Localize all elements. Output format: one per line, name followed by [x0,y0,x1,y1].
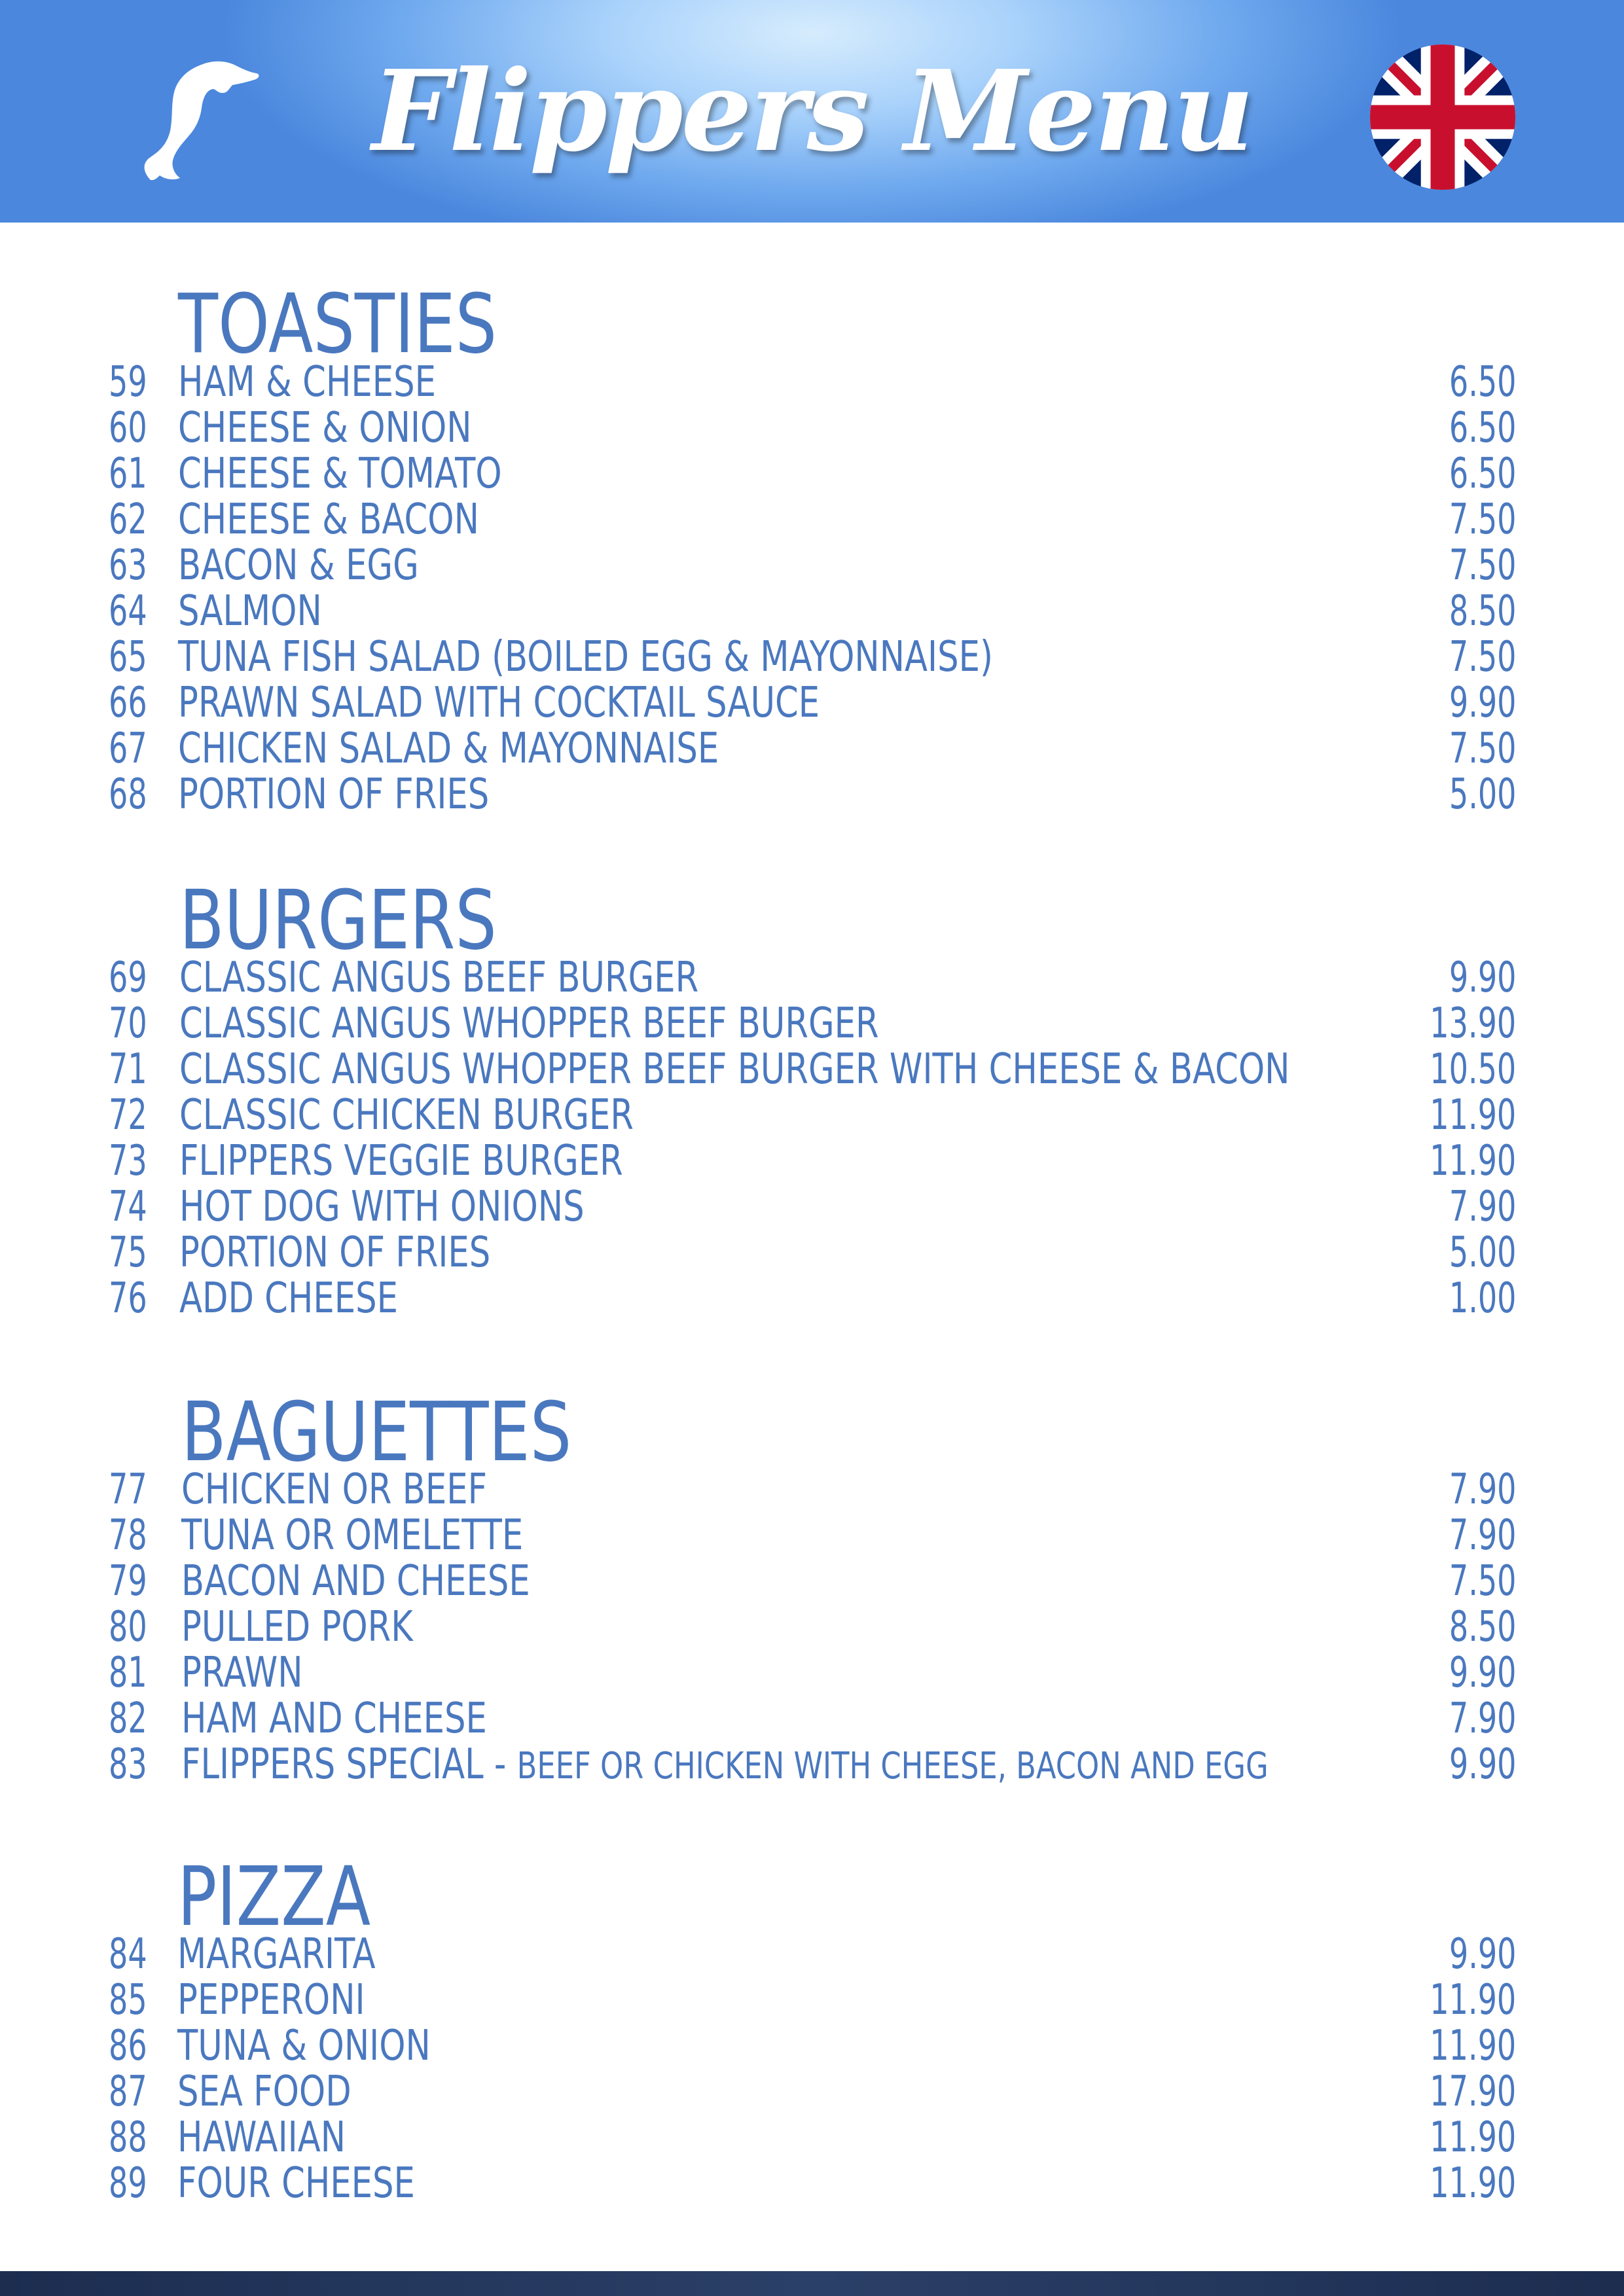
item-number: 64 [109,587,147,636]
page-title: Flippers Menu [372,46,1252,177]
item-number: 59 [109,358,147,406]
item-name: TUNA FISH SALAD (BOILED EGG & MAYONNAISE) [178,633,993,681]
item-name: BACON AND CHEESE [181,1557,530,1605]
menu-item-row [0,1977,1624,2023]
menu-item-row [0,543,1624,588]
footer-bar [0,2271,1624,2296]
item-number: 61 [109,450,147,498]
item-number: 62 [109,495,147,544]
menu-item-row [0,1276,1624,1321]
item-name: HOT DOG WITH ONIONS [179,1183,585,1231]
item-price: 5.00 [1449,1229,1516,1277]
menu-item-row [0,2069,1624,2115]
item-price: 7.90 [1449,1511,1516,1560]
menu-item-row [0,1092,1624,1138]
item-price: 8.50 [1449,1603,1516,1651]
item-price: 6.50 [1449,450,1516,498]
menu-item-row [0,2023,1624,2069]
item-number: 88 [109,2113,147,2162]
item-name: CLASSIC ANGUS WHOPPER BEEF BURGER [179,999,879,1048]
item-name: SALMON [178,587,322,636]
item-number: 65 [109,633,147,681]
menu-item-row [0,1047,1624,1092]
item-price: 11.90 [1430,2113,1516,2162]
item-number: 60 [109,404,147,452]
item-name: CHEESE & BACON [178,495,479,544]
item-number: 82 [109,1695,147,1743]
item-price: 7.50 [1449,633,1516,681]
item-price: 17.90 [1430,2068,1516,2116]
item-name: SEA FOOD [177,2068,352,2116]
item-number: 67 [109,725,147,773]
menu-item-row [0,1604,1624,1650]
item-name: CHEESE & ONION [178,404,472,452]
menu-item-row [0,405,1624,451]
item-name: MARGARITA [177,1930,376,1979]
menu-item-row [0,451,1624,497]
header-banner [0,0,1624,223]
item-number: 69 [109,954,147,1002]
menu-item-row [0,1001,1624,1047]
item-number: 84 [109,1930,147,1979]
item-price: 7.90 [1449,1465,1516,1514]
item-name: PEPPERONI [177,1976,365,2024]
item-number: 68 [109,770,147,819]
item-name: PORTION OF FRIES [178,770,490,819]
item-name: PRAWN [181,1649,303,1697]
item-name: FOUR CHEESE [177,2159,415,2208]
item-price: 7.50 [1449,495,1516,544]
section-title-pizza: PIZZA [177,1850,371,1945]
item-name: HAM & CHEESE [178,358,436,406]
menu-item-row [0,772,1624,817]
item-number: 77 [109,1465,147,1514]
menu-item-row [0,2115,1624,2161]
menu-item-row [0,2161,1624,2206]
item-number: 89 [109,2159,147,2208]
menu-item-row [0,1467,1624,1513]
item-price: 7.50 [1449,725,1516,773]
item-name: HAWAIIAN [177,2113,346,2162]
menu-item-row [0,588,1624,634]
item-name: CHICKEN OR BEEF [181,1465,488,1514]
item-name: CLASSIC CHICKEN BURGER [179,1091,634,1139]
item-number: 86 [109,2022,147,2070]
item-price: 8.50 [1449,587,1516,636]
item-number: 73 [109,1137,147,1185]
item-name: CLASSIC ANGUS WHOPPER BEEF BURGER WITH CHEESE & BACON [179,1045,1290,1094]
item-number: 78 [109,1511,147,1560]
item-number: 63 [109,541,147,590]
item-price: 11.90 [1430,2159,1516,2208]
menu-item-row [0,1696,1624,1742]
item-number: 66 [109,679,147,727]
item-price: 11.90 [1430,1091,1516,1139]
item-number: 76 [109,1274,147,1323]
item-price: 11.90 [1430,1137,1516,1185]
item-name [181,1742,1269,1789]
section-title-toasties: TOASTIES [178,277,497,372]
item-price: 9.90 [1449,954,1516,1002]
item-name: PRAWN SALAD WITH COCKTAIL SAUCE [178,679,820,727]
menu-item-row [0,1650,1624,1696]
item-number: 87 [109,2068,147,2116]
item-name: TUNA & ONION [177,2022,431,2070]
menu-item-row [0,1230,1624,1276]
item-number: 72 [109,1091,147,1139]
item-price: 11.90 [1430,1976,1516,2024]
item-price: 6.50 [1449,404,1516,452]
item-price: 7.90 [1449,1695,1516,1743]
item-price: 9.90 [1449,1930,1516,1979]
menu-item-row [0,359,1624,405]
item-name: BACON & EGG [178,541,419,590]
item-price: 6.50 [1449,358,1516,406]
item-name-main: FLIPPERS SPECIAL - [181,1740,517,1789]
menu-item-row [0,1742,1624,1787]
menu-item-row [0,1513,1624,1558]
item-price: 9.90 [1449,1740,1516,1789]
item-name: FLIPPERS VEGGIE BURGER [179,1137,623,1185]
menu-item-row [0,1931,1624,1977]
menu-item-row [0,1184,1624,1230]
item-number: 80 [109,1603,147,1651]
menu-item-row [0,1138,1624,1184]
item-name: CHICKEN SALAD & MAYONNAISE [178,725,719,773]
item-name: HAM AND CHEESE [181,1695,487,1743]
item-number: 85 [109,1976,147,2024]
item-name: TUNA OR OMELETTE [181,1511,524,1560]
item-price: 9.90 [1449,1649,1516,1697]
menu-item-row [0,680,1624,726]
item-number: 75 [109,1229,147,1277]
menu-item-row [0,634,1624,680]
item-price: 7.90 [1449,1183,1516,1231]
menu-item-row [0,726,1624,772]
item-name: CLASSIC ANGUS BEEF BURGER [179,954,699,1002]
item-name: PULLED PORK [181,1603,413,1651]
item-price: 9.90 [1449,679,1516,727]
item-price: 7.50 [1449,1557,1516,1605]
item-number: 79 [109,1557,147,1605]
item-price: 1.00 [1449,1274,1516,1323]
section-title-baguettes: BAGUETTES [181,1385,572,1480]
item-number: 74 [109,1183,147,1231]
item-description: BEEF OR CHICKEN WITH CHEESE, BACON AND EGG [516,1745,1269,1787]
item-number: 83 [109,1740,147,1789]
item-name: PORTION OF FRIES [179,1229,491,1277]
union-jack-flag-icon[interactable] [1370,45,1515,190]
section-title-burgers: BURGERS [179,873,497,968]
item-number: 70 [109,999,147,1048]
menu-item-row [0,1558,1624,1604]
item-number: 81 [109,1649,147,1697]
item-price: 5.00 [1449,770,1516,819]
item-price: 10.50 [1430,1045,1516,1094]
item-price: 13.90 [1430,999,1516,1048]
item-price: 7.50 [1449,541,1516,590]
item-number: 71 [109,1045,147,1094]
item-name: CHEESE & TOMATO [178,450,502,498]
menu-item-row [0,955,1624,1001]
item-name: ADD CHEESE [179,1274,398,1323]
item-price: 11.90 [1430,2022,1516,2070]
menu-item-row [0,497,1624,543]
